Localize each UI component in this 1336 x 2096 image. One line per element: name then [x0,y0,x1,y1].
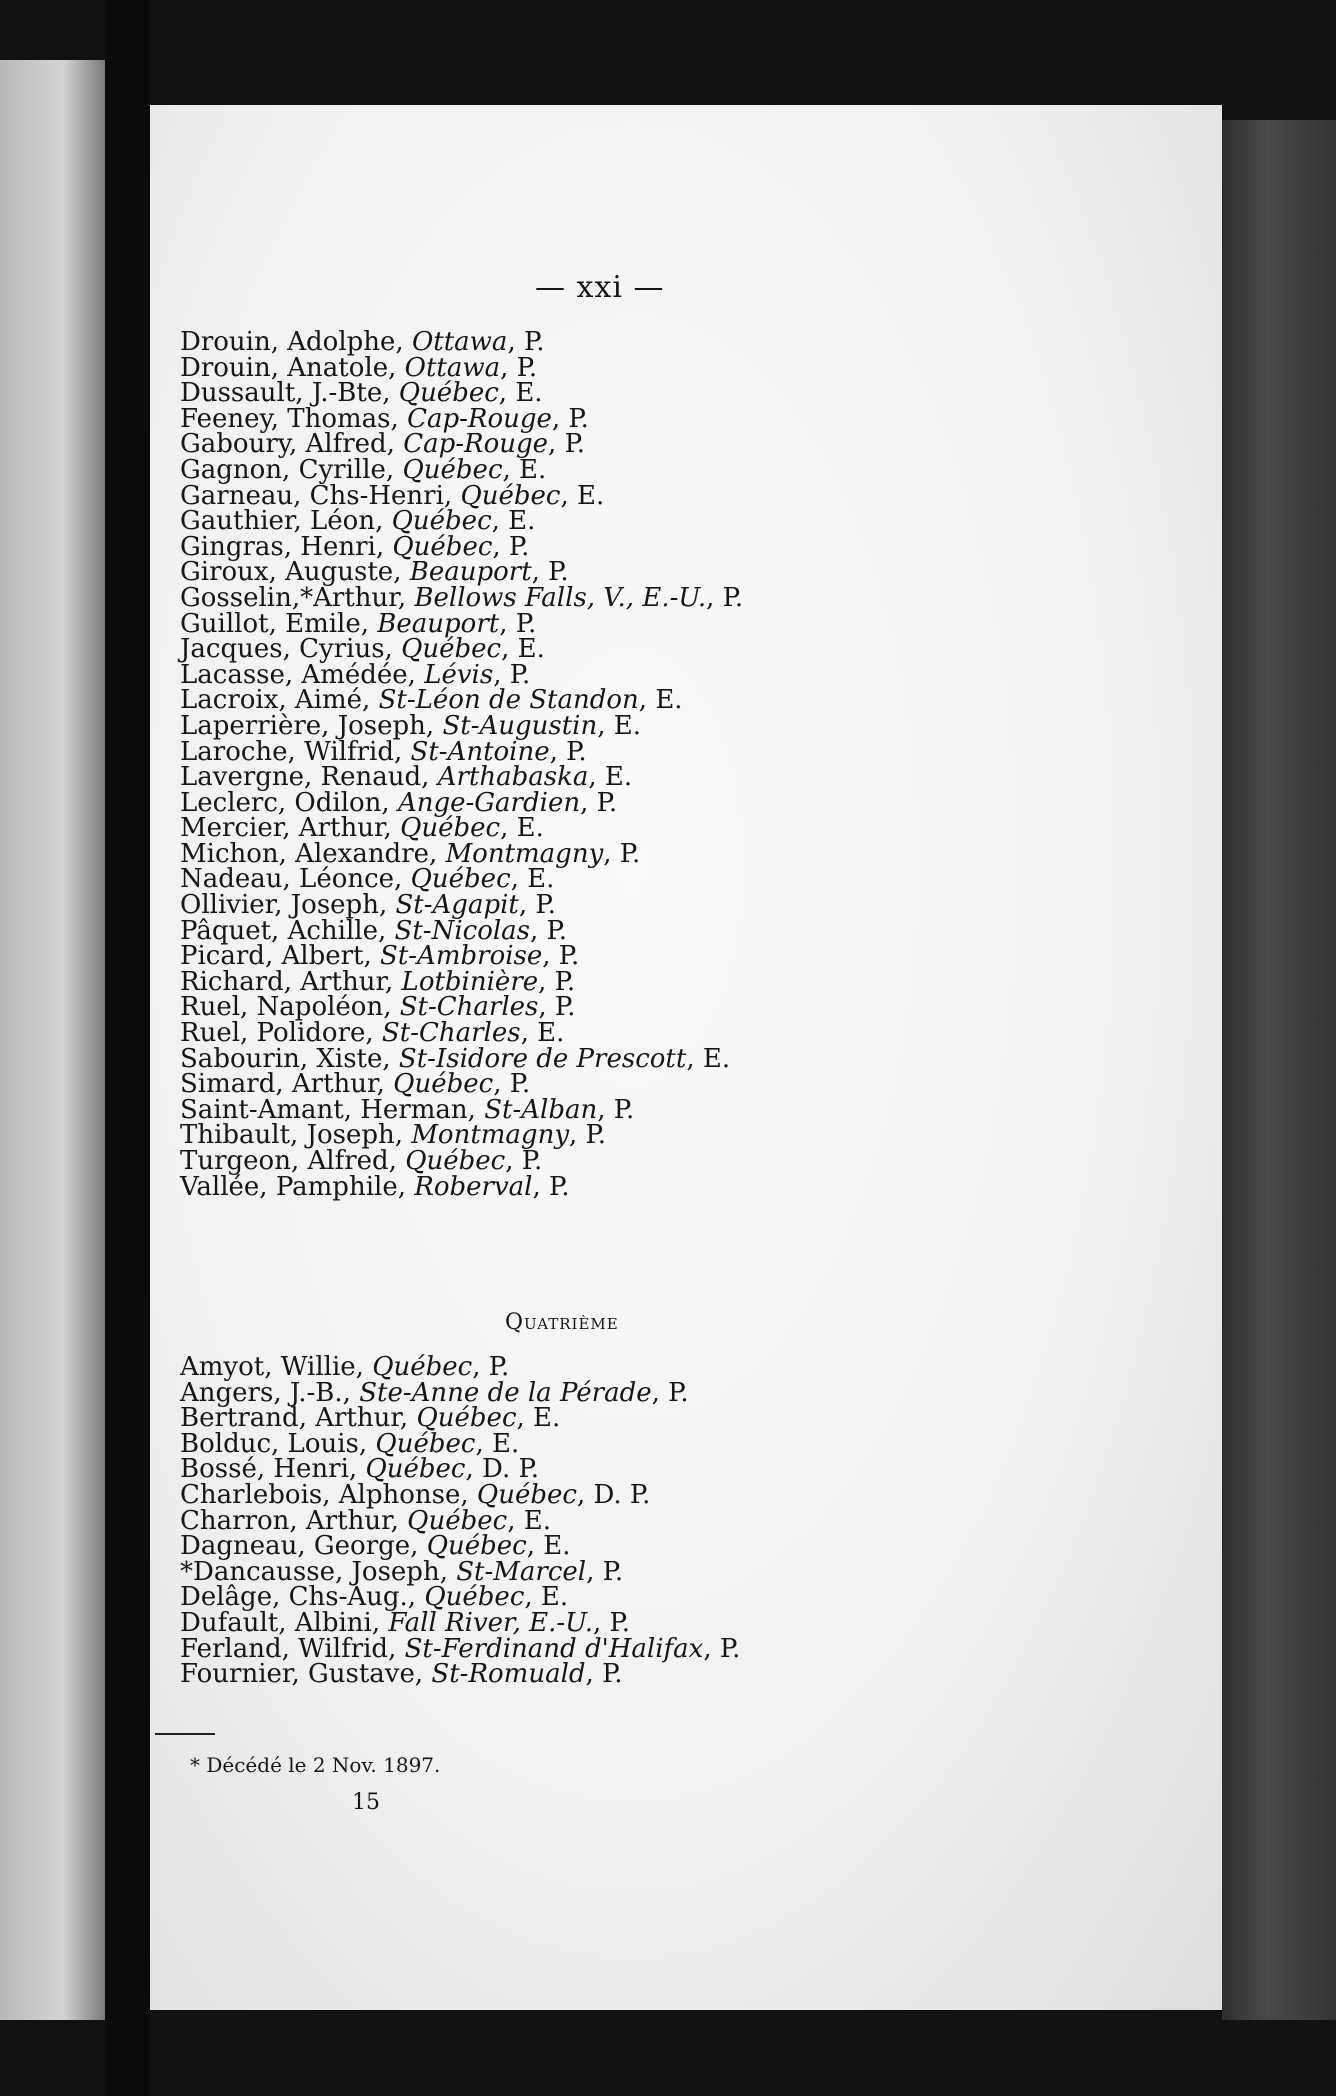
entry-name: *Dancausse, Joseph, [180,1556,457,1587]
entry-place: Montmagny [445,838,604,869]
entry-place: Lévis [424,659,494,690]
entry-code: , E. [638,685,683,716]
entry-name: Garneau, Chs-Henri, [180,480,461,511]
entry-place: St-Charles [399,992,539,1023]
entry-name: Bertrand, Arthur, [180,1403,417,1434]
entry-place: Québec [375,1428,476,1459]
entry-place: Québec [391,506,492,537]
entry-code: , E. [491,506,536,537]
entry-place: Québec [426,1531,527,1562]
entry-place: Ottawa [411,327,508,357]
entry-place: St-Charles [381,1018,521,1049]
entry-place: Québec [372,1352,473,1382]
entry-code: , P. [507,327,545,357]
entry-name: Ollivier, Joseph, [180,890,396,921]
entry-name: Feeney, Thomas, [180,403,408,434]
entry-code: , P. [586,1556,624,1587]
entry-code: , E. [516,1403,561,1434]
entry-place: Québec [416,1403,517,1434]
entry-code: , E. [526,1531,571,1562]
entry-name: Gagnon, Cyrille, [180,454,403,485]
entry-place: St-Agapit [395,890,519,921]
entry-name: Giroux, Auguste, [180,557,410,588]
entry-place: Québec [407,1505,508,1536]
entry-name: Gauthier, Léon, [180,506,392,537]
entry-name: Gosselin,*Arthur, [180,582,415,613]
entry-name: Delâge, Chs-Aug., [180,1582,425,1613]
entry-name: Saint-Amant, Herman, [180,1094,485,1125]
entry-name: Lacroix, Aimé, [180,685,379,716]
entry-name: Dagneau, George, [180,1531,427,1562]
entry-place: St-Romuald [431,1659,586,1690]
entry-name: Sabourin, Xiste, [180,1043,399,1074]
entry-code: , P. [706,582,744,613]
entry-name: Laperrière, Joseph, [180,710,443,741]
entry-place: Ange-Gardien [397,787,581,818]
entry-name: Dussault, J.-Bte, [180,378,399,409]
entry-list-quatrieme [180,1352,741,1690]
entry-name: Charlebois, Alphonse, [180,1479,477,1510]
entry-code: , E. [507,1505,551,1536]
entry-code: , P. [538,992,576,1023]
entry-code: , E. [502,454,547,485]
entry-code: , E. [588,762,633,793]
entry-name: Drouin, Adolphe, [180,327,412,357]
entry-name: Lavergne, Renaud, [180,762,438,793]
entry-name: Angers, J.-B., [180,1377,360,1408]
entry-code: , E. [524,1582,569,1613]
page [150,105,1222,2010]
section-heading: Quatrième [505,1310,619,1335]
entry-place: Québec [476,1479,577,1510]
footnote: * Décédé le 2 Nov. 1897. [190,1753,441,1777]
entry-name: Lacasse, Amédée, [180,659,425,690]
entry-code: , P. [493,1069,531,1100]
entry-code: , P. [551,403,589,434]
entry-place: Québec [424,1582,525,1613]
entry-code: , P. [703,1633,741,1664]
entry-code: , P. [493,659,531,690]
entry-place: Québec [401,634,502,665]
entry-code: , P. [538,966,576,997]
list-item [180,1171,743,1202]
entry-place: Cap-Rouge [407,403,552,434]
entry-place: Québec [405,1146,506,1176]
entry-place: St-Isidore de Prescott [398,1043,687,1074]
entry-code: , P. [518,890,556,921]
entry-name: Ferland, Wilfrid, [180,1633,405,1664]
entry-place: St-Ferdinand d'Halifax [404,1633,704,1664]
entry-place: Québec [392,531,493,562]
entry-name: Leclerc, Odilon, [180,787,398,818]
entry-code: , P. [585,1659,623,1690]
entry-name: Mercier, Arthur, [180,813,401,844]
entry-name: Pâquet, Achille, [180,915,395,946]
entry-name: Simard, Arthur, [180,1069,394,1100]
left-page-edge [0,60,105,2020]
entry-code: , P. [505,1146,543,1176]
entry-place: St-Ambroise [380,941,543,972]
entry-name: Ruel, Polidore, [180,1018,382,1049]
entry-code: , E. [520,1018,565,1049]
entry-list-continued [180,327,744,1202]
entry-code: , P. [548,429,586,460]
entry-name: Bolduc, Louis, [180,1428,376,1459]
entry-place: Québec [460,480,561,511]
entry-code: , P. [530,915,568,946]
book-gutter [105,0,150,2096]
entry-name: Fournier, Gustave, [180,1659,432,1690]
entry-code: , E. [498,378,543,409]
entry-place: Québec [365,1454,466,1485]
entry-place: Québec [410,864,511,895]
entry-place: St-Alban [484,1094,598,1125]
entry-code: , E. [560,480,605,511]
entry-name: Dufault, Albini, [180,1607,389,1638]
entry-code: , P. [531,557,569,588]
entry-place: Québec [393,1069,494,1100]
entry-name: Laroche, Wilfrid, [180,736,411,767]
entry-name: Picard, Albert, [180,941,381,972]
entry-code: , E. [686,1043,731,1074]
entry-place: Ottawa [404,352,501,383]
entry-place: Arthabaska [437,762,589,793]
entry-code: , P. [603,838,641,869]
entry-code: , P. [532,1171,570,1202]
entry-code: , P. [597,1094,635,1125]
entry-code: , E. [510,864,555,895]
entry-place: St-Antoine [410,736,550,767]
entry-code: , P. [549,736,587,767]
signature-mark: 15 [352,1790,380,1815]
entry-code: , D. P. [465,1454,539,1485]
entry-place: St-Marcel [456,1556,587,1587]
entry-place: Ste-Anne de la Pérade [359,1377,652,1408]
entry-code: , P. [492,531,530,562]
entry-code: , P. [651,1377,689,1408]
entry-code: , P. [500,352,538,383]
entry-place: Québec [400,813,501,844]
entry-name: Drouin, Anatole, [180,352,405,383]
page-number: — xxi — [535,270,665,305]
list-item [180,1659,740,1690]
entry-name: Guillot, Emile, [180,608,378,639]
entry-name: Richard, Arthur, [180,966,402,997]
entry-code: , P. [499,608,537,639]
entry-code: , E. [597,710,642,741]
entry-name: Jacques, Cyrius, [180,634,402,665]
entry-code: , E. [475,1428,520,1459]
entry-code: , D. P. [576,1479,651,1510]
entry-name: Thibault, Joseph, [180,1120,412,1151]
entry-code: , E. [501,634,545,665]
entry-place: Montmagny [411,1120,570,1151]
entry-name: Michon, Alexandre, [180,838,446,869]
entry-code: , P. [542,941,580,972]
entry-name: Nadeau, Léonce, [180,864,411,895]
entry-name: Ruel, Napoléon, [180,992,400,1023]
entry-place: Bellows Falls, V., E.-U. [414,582,707,613]
entry-code: , P. [569,1120,607,1151]
entry-place: Beauport [377,608,500,639]
entry-place: Lotbinière [401,966,539,997]
entry-code: , P. [592,1607,630,1638]
entry-place: Cap-Rouge [403,429,549,460]
entry-place: Roberval [414,1171,533,1202]
entry-name: Charron, Arthur, [180,1505,408,1536]
entry-place: Beauport [409,557,532,588]
entry-name: Gaboury, Alfred, [180,429,404,460]
entry-name: Bossé, Henri, [180,1454,366,1485]
entry-place: St-Nicolas [394,915,531,946]
entry-name: Gingras, Henri, [180,531,393,562]
entry-name: Vallée, Pamphile, [180,1171,415,1202]
entry-name: Amyot, Willie, [180,1352,373,1382]
entry-code: , P. [580,787,618,818]
entry-place: St-Léon de Standon [378,685,639,716]
right-page-edge [1222,120,1336,2020]
entry-place: Québec [402,454,503,485]
entry-code: , P. [472,1352,510,1382]
entry-name: Turgeon, Alfred, [180,1146,406,1176]
entry-place: Fall River, E.-U. [388,1607,593,1638]
entry-place: Québec [398,378,499,409]
entry-code: , E. [500,813,544,844]
footnote-rule [155,1733,215,1735]
entry-place: St-Augustin [442,710,598,741]
